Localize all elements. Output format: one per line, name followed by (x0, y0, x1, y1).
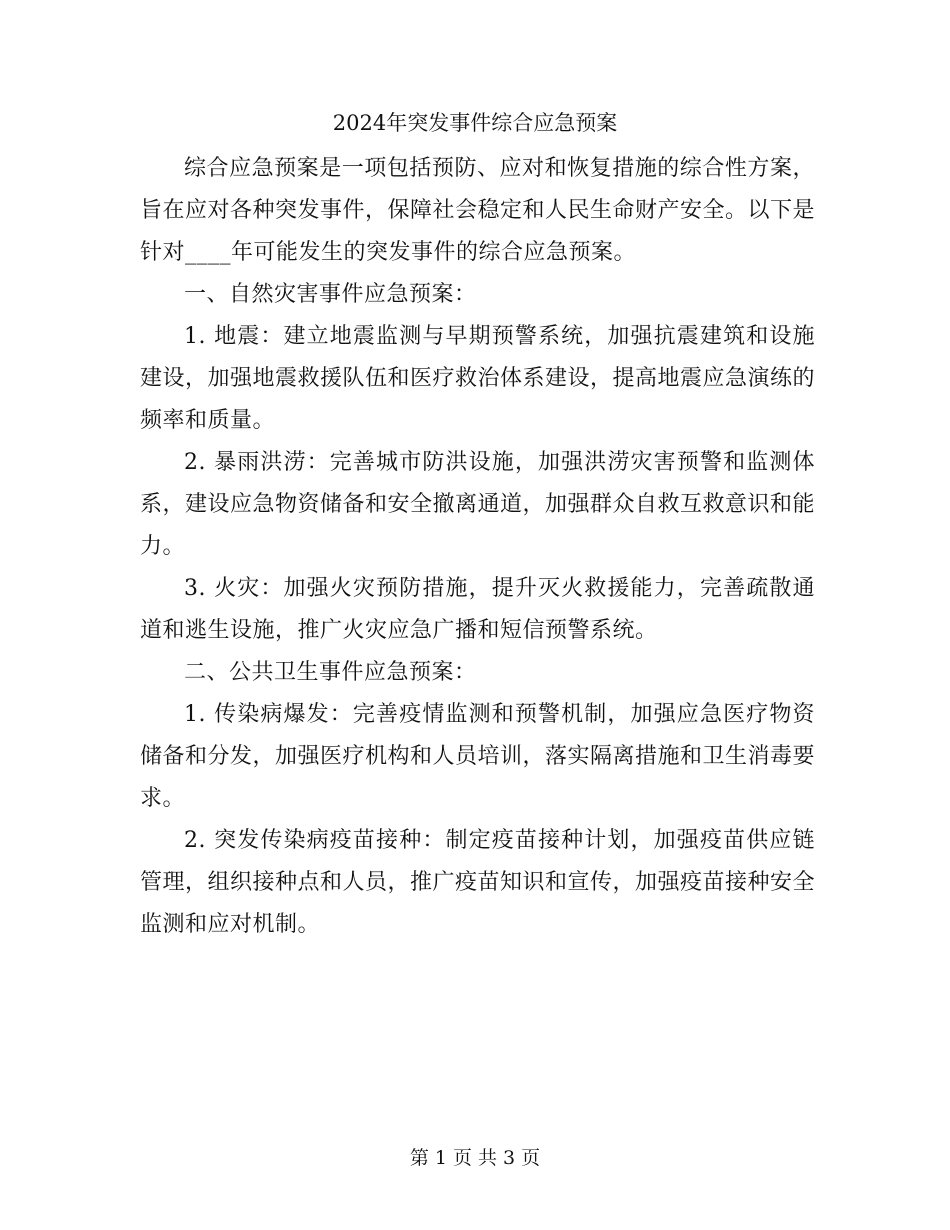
document-title: 2024年突发事件综合应急预案 (332, 111, 618, 135)
intro-paragraph: 综合应急预案是一项包括预防、应对和恢复措施的综合性方案，旨在应对各种突发事件，保障社会稳定和人民生命财产安全。以下是针对____年可能发生的突发事件的综合应急预案。 (140, 156, 816, 265)
item-vaccination: 2. 突发传染病疫苗接种：制定疫苗接种计划，加强疫苗供应链管理，组织接种点和人员，推广疫苗知识和宣传，加强疫苗接种安全监测和应对机制。 (140, 828, 816, 937)
item-flood: 2. 暴雨洪涝：完善城市防洪设施，加强洪涝灾害预警和监测体系，建设应急物资储备和安全撤离通道，加强群众自救互救意识和能力。 (140, 450, 816, 559)
document-body (140, 148, 815, 946)
item-fire: 3. 火灾：加强火灾预防措施，提升灭火救援能力，完善疏散通道和逃生设施，推广火灾应急广播和短信预警系统。 (140, 576, 815, 643)
section-heading-natural-disasters: 一、自然灾害事件应急预案： (184, 282, 477, 307)
section-heading-public-health: 二、公共卫生事件应急预案： (184, 660, 477, 685)
page-number-footer: 第 1 页 共 3 页 (409, 1147, 541, 1169)
item-epidemic: 1. 传染病爆发：完善疫情监测和预警机制，加强应急医疗物资储备和分发，加强医疗机构和人员培训，落实隔离措施和卫生消毒要求。 (140, 702, 816, 811)
item-earthquake: 1. 地震：建立地震监测与早期预警系统，加强抗震建筑和设施建设，加强地震救援队伍和医疗救治体系建设，提高地震应急演练的频率和质量。 (140, 324, 816, 433)
